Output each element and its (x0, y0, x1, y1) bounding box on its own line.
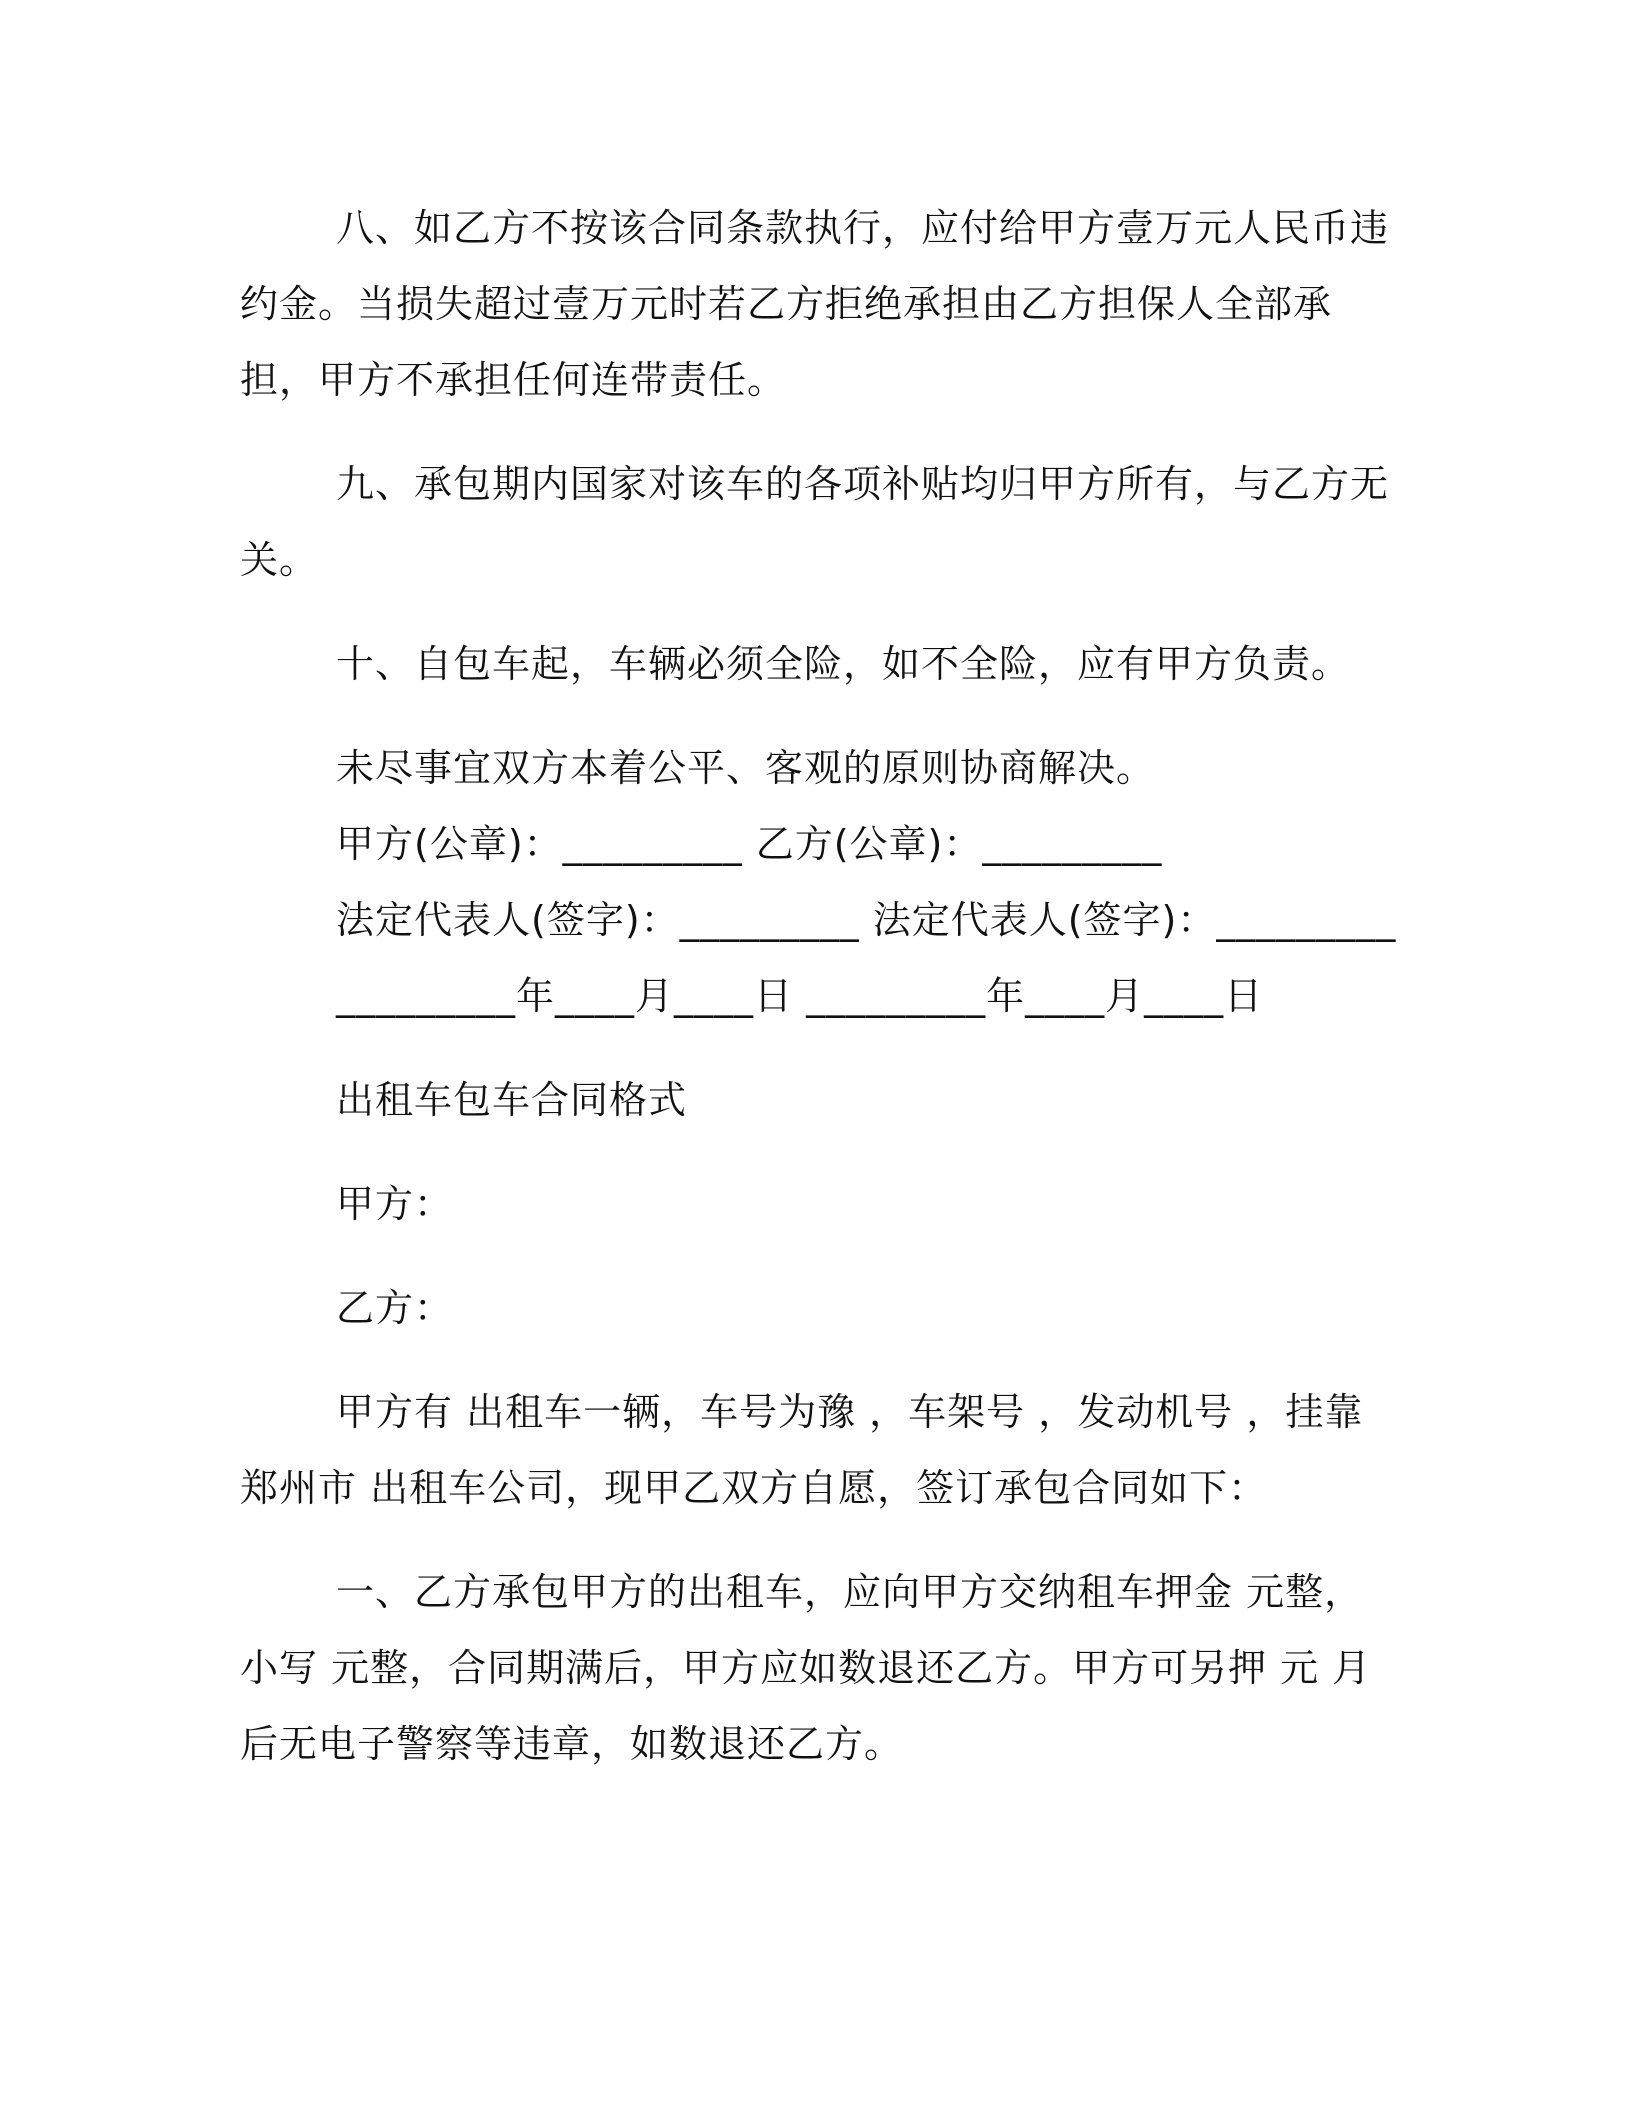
contract-title: 出租车包车合同格式 (336, 1078, 688, 1122)
document-body (240, 190, 1400, 1782)
representative-line: 法定代表人(签字)：_________ 法定代表人(签字)：_________ (336, 898, 1397, 942)
seal-line: 甲方(公章)：_________ 乙方(公章)：_________ (336, 822, 1163, 866)
contract-clause-1: 一、乙方承包甲方的出租车，应向甲方交纳租车押金 元整，小写 元整，合同期满后，甲方应如数退还乙方。甲方可另押 元 月后无电子警察等违章，如数退还乙方。 (240, 1570, 1372, 1766)
date-line: _________年____月____日 _________年____月____日 (336, 974, 1264, 1018)
contract-intro: 甲方有 出租车一辆，车号为豫 ，车架号 ，发动机号 ，挂靠郑州市 出租车公司，现甲乙双方自愿，签订承包合同如下： (240, 1390, 1364, 1510)
clause-misc: 未尽事宜双方本着公平、客观的原则协商解决。 (336, 746, 1156, 790)
clause-8: 八、如乙方不按该合同条款执行，应付给甲方壹万元人民币违约金。当损失超过壹万元时若乙方拒绝承担由乙方担保人全部承担，甲方不承担任何连带责任。 (240, 206, 1390, 402)
clause-9: 九、承包期内国家对该车的各项补贴均归甲方所有，与乙方无关。 (240, 462, 1390, 582)
party-b-label: 乙方： (336, 1286, 454, 1330)
party-a-label: 甲方： (336, 1182, 454, 1226)
clause-10: 十、自包车起，车辆必须全险，如不全险，应有甲方负责。 (336, 642, 1351, 686)
